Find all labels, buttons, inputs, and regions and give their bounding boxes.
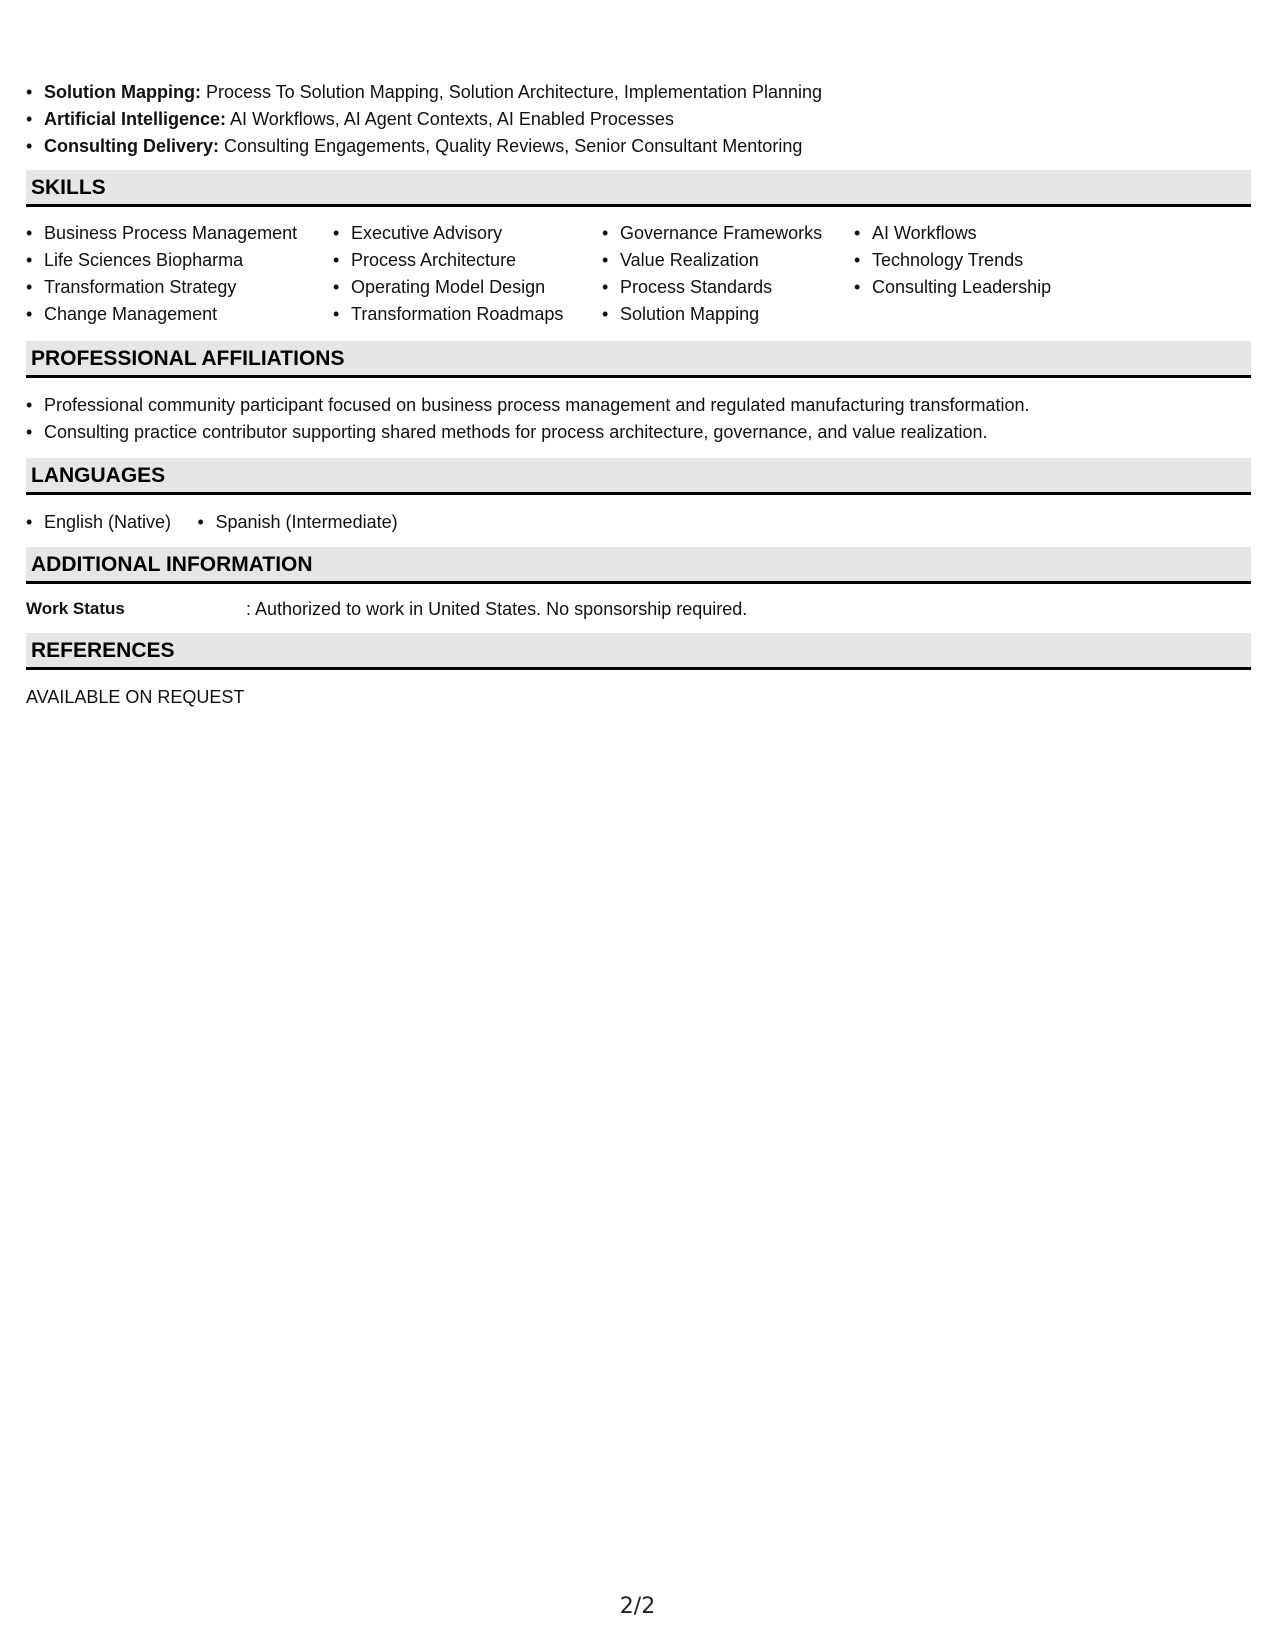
expertise-item-ai <box>26 106 822 133</box>
references-title: REFERENCES <box>31 639 175 662</box>
references-header <box>26 633 1251 670</box>
expertise-label: Artificial Intelligence: <box>44 109 227 129</box>
languages-title: LANGUAGES <box>31 464 166 487</box>
expertise-text: Consulting Engagements, Quality Reviews, Senior Consultant Mentoring <box>219 136 803 156</box>
work-status-label: Work Status <box>26 599 125 618</box>
skill-item: • Life Sciences Biopharma <box>26 247 297 274</box>
skill-item: • Transformation Strategy <box>26 274 297 301</box>
skills-column-3 <box>602 220 822 328</box>
expertise-item-solution-mapping <box>26 79 822 106</box>
skill-item: • Value Realization <box>602 247 822 274</box>
skills-column-1 <box>26 220 297 328</box>
additional-info-title: ADDITIONAL INFORMATION <box>31 553 313 576</box>
skill-item: • Change Management <box>26 301 297 328</box>
skill-item: • Operating Model Design <box>333 274 563 301</box>
skill-item: • Solution Mapping <box>602 301 822 328</box>
language-item: • Spanish (Intermediate) <box>198 509 398 536</box>
references-text: AVAILABLE ON REQUEST <box>26 687 245 707</box>
language-item: • English (Native) <box>26 509 171 536</box>
skill-item: • Consulting Leadership <box>854 274 1051 301</box>
skill-item: • Governance Frameworks <box>602 220 822 247</box>
skills-title: SKILLS <box>31 176 106 199</box>
affiliations-title: PROFESSIONAL AFFILIATIONS <box>31 347 345 370</box>
skill-item: • Technology Trends <box>854 247 1051 274</box>
skills-column-4 <box>854 220 1051 301</box>
additional-info-header <box>26 547 1251 584</box>
affiliations-list <box>26 392 1251 446</box>
affiliations-header <box>26 341 1251 378</box>
skill-item: • Business Process Management <box>26 220 297 247</box>
expertise-item-consulting <box>26 133 822 160</box>
affiliation-item: • Consulting practice contributor supporting shared methods for process architecture, governance, and value realization. <box>26 419 1251 446</box>
skills-header <box>26 170 1251 207</box>
skill-item: • AI Workflows <box>854 220 1051 247</box>
expertise-text: Process To Solution Mapping, Solution Architecture, Implementation Planning <box>200 82 822 102</box>
languages-list <box>26 509 420 536</box>
skills-column-2 <box>333 220 563 328</box>
page-number: 2/2 <box>619 1594 656 1619</box>
skill-item: • Transformation Roadmaps <box>333 301 563 328</box>
affiliation-item: • Professional community participant focused on business process management and regulated manufacturing transformation. <box>26 392 1251 419</box>
expertise-label: Solution Mapping: <box>44 82 201 102</box>
skill-item: • Process Architecture <box>333 247 563 274</box>
expertise-list <box>26 79 822 160</box>
skill-item: • Process Standards <box>602 274 822 301</box>
skill-item: • Executive Advisory <box>333 220 563 247</box>
expertise-label: Consulting Delivery: <box>44 136 220 156</box>
work-status-value: : Authorized to work in United States. No sponsorship required. <box>246 599 748 619</box>
expertise-text: AI Workflows, AI Agent Contexts, AI Enabled Processes <box>226 109 674 129</box>
languages-header <box>26 458 1251 495</box>
